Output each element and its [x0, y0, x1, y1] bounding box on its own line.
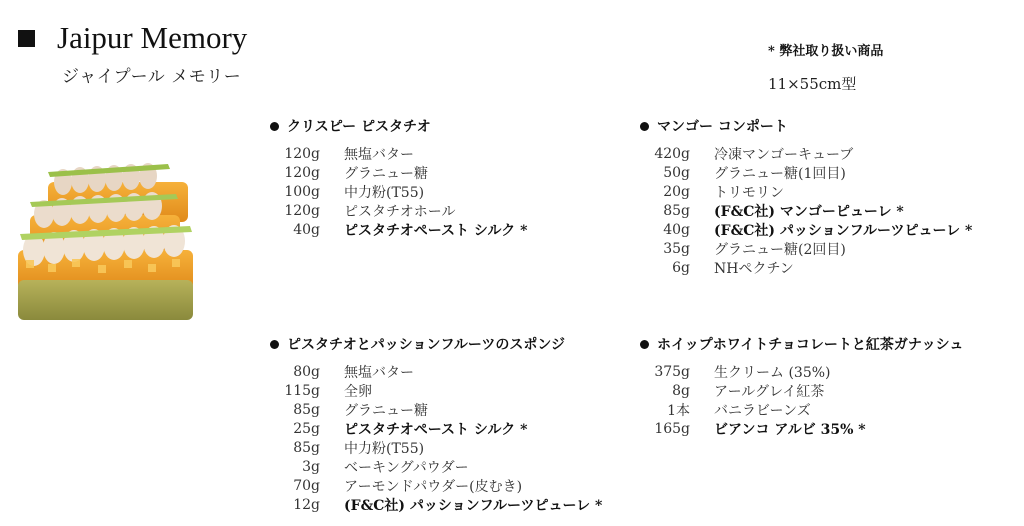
ingredient-name: 全卵 [344, 383, 372, 400]
ingredient-quantity: 35g [663, 240, 690, 257]
page-subtitle: ジャイプール メモリー [62, 67, 242, 87]
section-heading [270, 116, 527, 136]
ingredient-quantity: 165g [654, 420, 690, 437]
ingredient-name: グラニュー糖 [344, 402, 428, 419]
ingredient-row [640, 239, 972, 258]
ingredient-name: (F&C社) マンゴーピューレ * [714, 203, 904, 220]
ingredient-row [270, 201, 527, 220]
ingredient-quantity: 20g [663, 183, 690, 200]
ingredient-name: 無塩バター [344, 364, 414, 381]
ingredient-name: バニラビーンズ [714, 402, 811, 419]
section-pistachio-passion-sponge [270, 334, 602, 514]
ingredient-row [270, 362, 602, 381]
ingredient-quantity: 3g [302, 458, 320, 475]
ingredient-name: ビアンコ アルビ 35% * [714, 421, 866, 438]
ingredient-list [270, 362, 602, 514]
ingredient-row [270, 495, 602, 514]
ingredient-row [640, 220, 972, 239]
ingredient-quantity: 12g [293, 496, 320, 513]
section-heading [270, 334, 602, 354]
ingredient-quantity: 40g [663, 221, 690, 238]
section-whipped-ganache [640, 334, 963, 438]
ingredient-quantity: 85g [293, 401, 320, 418]
title-row [18, 20, 247, 56]
ingredient-row [640, 419, 963, 438]
ingredient-name: ピスタチオペースト シルク * [344, 421, 528, 438]
ingredient-row [270, 476, 602, 495]
ingredient-row [270, 381, 602, 400]
ingredient-name: グラニュー糖(2回目) [714, 241, 846, 258]
ingredient-name: (F&C社) パッションフルーツピューレ * [714, 222, 973, 239]
ingredient-row [270, 400, 602, 419]
bullet-icon [270, 340, 279, 349]
ingredient-row [270, 457, 602, 476]
mold-size: 11×55cm型 [768, 75, 857, 93]
ingredient-name: ピスタチオホール [344, 203, 456, 220]
ingredient-name: グラニュー糖(1回目) [714, 165, 846, 182]
ingredient-row [270, 438, 602, 457]
ingredient-row [270, 144, 527, 163]
ingredient-row [640, 163, 972, 182]
ingredient-quantity: 120g [284, 202, 320, 219]
ingredient-name: (F&C社) パッションフルーツピューレ * [344, 497, 603, 514]
ingredient-name: 無塩バター [344, 146, 414, 163]
ingredient-list [640, 144, 972, 277]
ingredient-row [640, 381, 963, 400]
section-mango-compote [640, 116, 972, 277]
ingredient-row [640, 362, 963, 381]
cake-image [8, 160, 208, 335]
ingredient-row [270, 220, 527, 239]
ingredient-quantity: 25g [293, 420, 320, 437]
ingredient-row [270, 163, 527, 182]
section-title: クリスピー ピスタチオ [287, 119, 431, 135]
ingredient-name: ピスタチオペースト シルク * [344, 222, 528, 239]
ingredient-name: アーモンドパウダー(皮むき) [344, 478, 523, 495]
ingredient-row [640, 258, 972, 277]
ingredient-row [270, 419, 602, 438]
ingredient-name: トリモリン [714, 184, 784, 201]
ingredient-name: アールグレイ紅茶 [714, 383, 825, 400]
section-title: ホイップホワイトチョコレートと紅茶ガナッシュ [657, 337, 964, 353]
ingredient-row [270, 182, 527, 201]
ingredient-quantity: 100g [284, 183, 320, 200]
ingredient-name: 生クリーム (35%) [714, 364, 831, 381]
ingredient-quantity: 120g [284, 164, 320, 181]
ingredient-quantity: 40g [293, 221, 320, 238]
ingredient-list [640, 362, 963, 438]
bullet-icon [640, 122, 649, 131]
ingredient-name: 中力粉(T55) [344, 440, 425, 457]
ingredient-quantity: 120g [284, 145, 320, 162]
ingredient-name: 中力粉(T55) [344, 184, 425, 201]
section-heading [640, 116, 972, 136]
ingredient-quantity: 8g [672, 382, 690, 399]
section-crispy-pistachio [270, 116, 527, 239]
ingredient-list [270, 144, 527, 239]
ingredient-name: 冷凍マンゴーキューブ [714, 146, 854, 163]
ingredient-quantity: 375g [654, 363, 690, 380]
ingredient-row [640, 201, 972, 220]
section-heading [640, 334, 963, 354]
bullet-icon [270, 122, 279, 131]
section-title: ピスタチオとパッションフルーツのスポンジ [287, 337, 565, 353]
square-bullet-icon [18, 30, 35, 47]
product-note: * 弊社取り扱い商品 [768, 44, 884, 59]
ingredient-quantity: 6g [672, 259, 690, 276]
ingredient-quantity: 85g [293, 439, 320, 456]
ingredient-quantity: 85g [663, 202, 690, 219]
bullet-icon [640, 340, 649, 349]
ingredient-quantity: 80g [293, 363, 320, 380]
ingredient-row [640, 182, 972, 201]
ingredient-row [640, 144, 972, 163]
ingredient-quantity: 50g [663, 164, 690, 181]
ingredient-name: NHペクチン [714, 260, 794, 277]
ingredient-name: グラニュー糖 [344, 165, 428, 182]
section-title: マンゴー コンポート [657, 119, 788, 135]
ingredient-name: ベーキングパウダー [344, 459, 469, 476]
ingredient-quantity: 420g [654, 145, 690, 162]
ingredient-quantity: 115g [284, 382, 320, 399]
ingredient-quantity: 1本 [667, 402, 690, 419]
ingredient-quantity: 70g [293, 477, 320, 494]
page-title: Jaipur Memory [57, 20, 248, 55]
ingredient-row [640, 400, 963, 419]
